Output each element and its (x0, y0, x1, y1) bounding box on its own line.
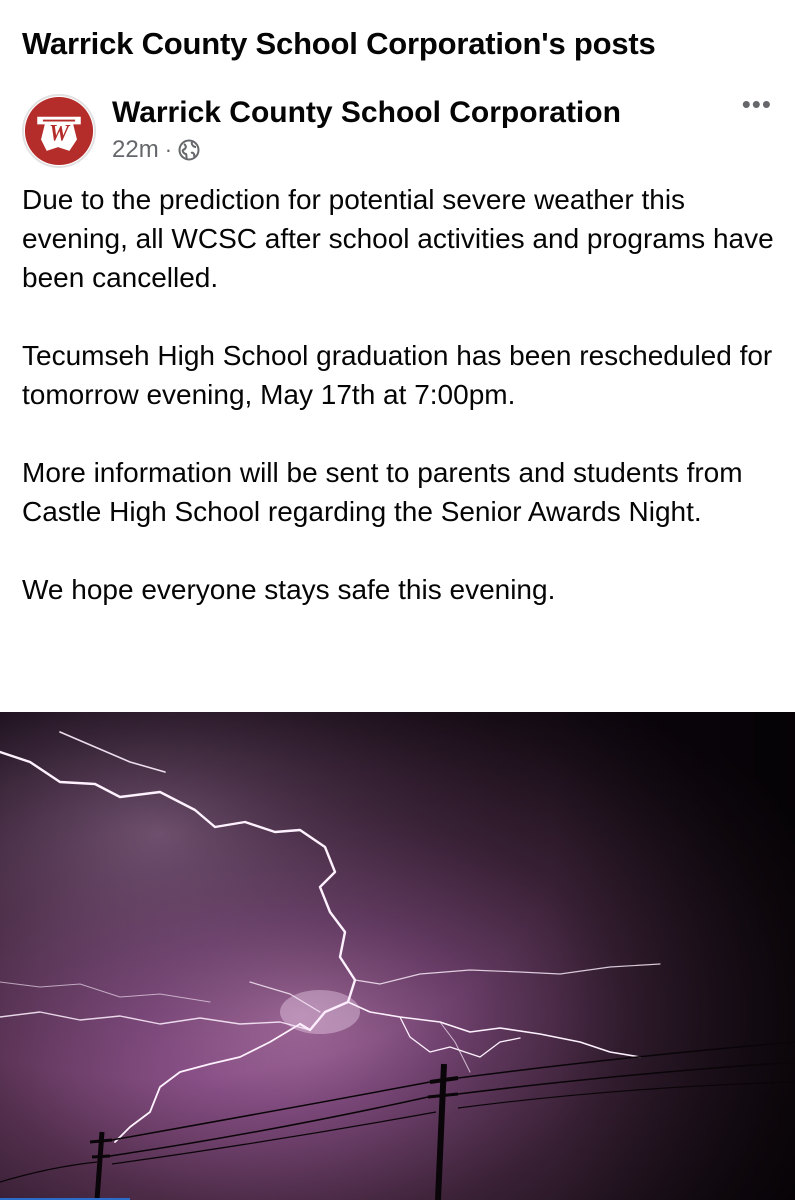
page-title: Warrick County School Corporation's posts (22, 26, 656, 61)
post-paragraph: More information will be sent to parents and students from Castle High School regarding the Senior Awards Night. (22, 457, 743, 527)
more-options-icon[interactable]: ••• (741, 89, 772, 119)
post-meta (112, 136, 200, 164)
lightning-storm-photo (0, 712, 795, 1200)
wcsc-logo-icon (24, 96, 94, 166)
post-author[interactable]: Warrick County School Corporation (112, 96, 621, 129)
post-photo[interactable] (0, 712, 795, 1200)
post-paragraph: We hope everyone stays safe this evening. (22, 574, 556, 605)
post-header (22, 89, 772, 172)
globe-icon (178, 139, 200, 161)
post-paragraph: Due to the prediction for potential severe weather this evening, all WCSC after school activities and programs have been cancelled. (22, 184, 774, 293)
avatar[interactable] (22, 94, 96, 168)
post-paragraph: Tecumseh High School graduation has been rescheduled for tomorrow evening, May 17th at 7:00pm. (22, 340, 773, 410)
post-timestamp[interactable]: 22m (112, 136, 159, 163)
post-text (22, 180, 782, 648)
svg-text:W: W (48, 120, 70, 146)
meta-separator: · (164, 137, 173, 162)
